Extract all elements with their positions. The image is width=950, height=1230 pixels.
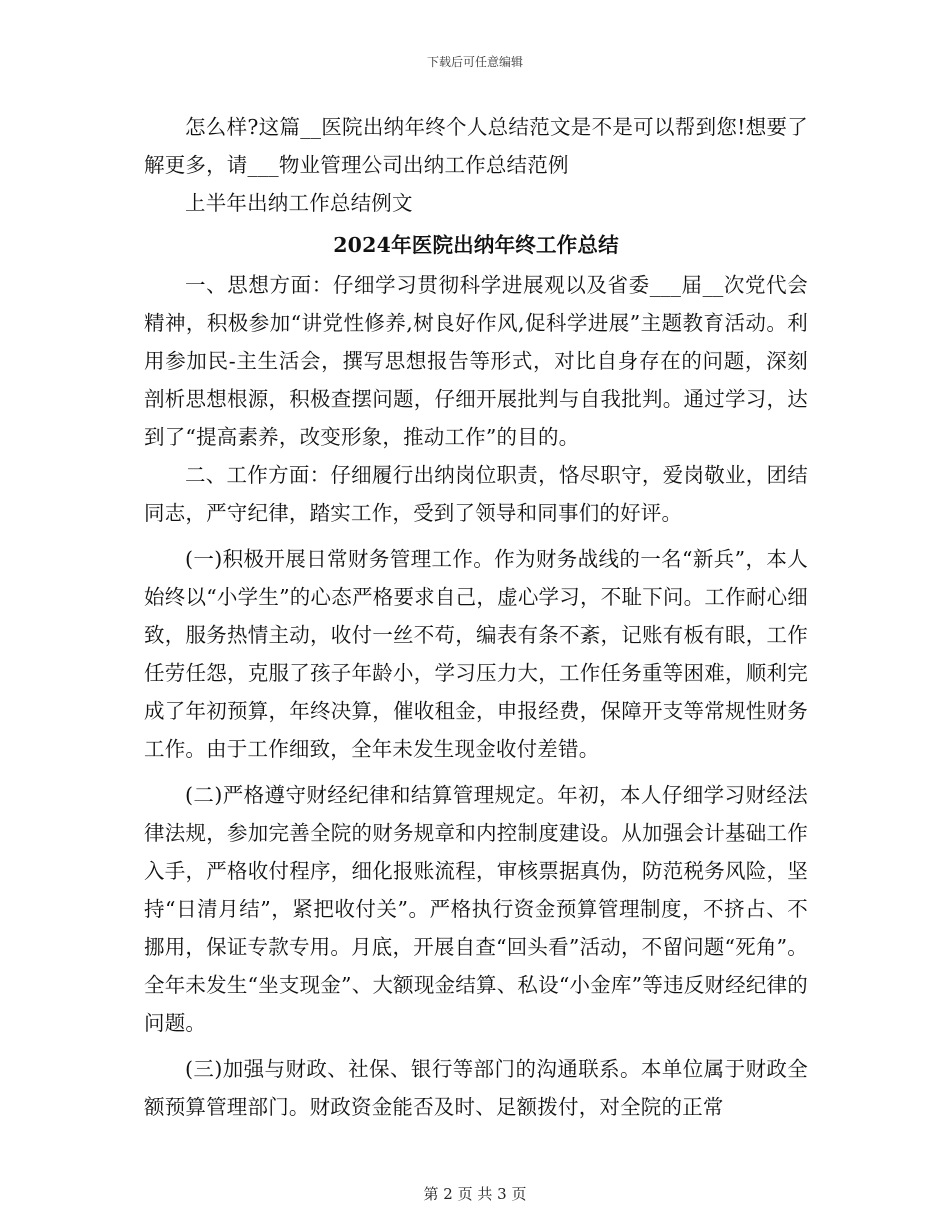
page-header: 下载后可任意编辑 — [426, 55, 523, 69]
document-title: 2024年医院出纳年终工作总结 — [333, 233, 619, 257]
paragraph-work: 二、工作方面：仔细履行出纳岗位职责，恪尽职守，爱岗敬业，团结同志，严守纪律，踏实工作，受到了领导和同事们的好评。 — [144, 463, 808, 525]
paragraph-thought: 一、思想方面：仔细学习贯彻科学进展观以及省委___届__次党代会精神，积极参加“讲党性修养,树良好作风,促科学进展”主题教育活动。利用参加民-主生活会，撰写思想报告等形式，对比自身存在的问题，深刻剖析思想根源，积极查摆问题，仔细开展批判与自我批判。通过学习，达到了“提高素养，改变形象，推动工作”的目的。 — [144, 273, 808, 449]
paragraph-daily-finance: (一)积极开展日常财务管理工作。作为财务战线的一名“新兵”，本人始终以“小学生”的心态严格要求自己，虚心学习，不耻下问。工作耐心细致，服务热情主动，收付一丝不苟，编表有条不紊，记账有板有眼，工作任劳任怨，克服了孩子年龄小，学习压力大，工作任务重等困难，顺利完成了年初预算，年终决算，催收租金，申报经费，保障开支等常规性财务工作。由于工作细致，全年未发生现金收付差错。 — [144, 547, 808, 761]
paragraph-communication: (三)加强与财政、社保、银行等部门的沟通联系。本单位属于财政全额预算管理部门。财政资金能否及时、足额拨付，对全院的正常 — [144, 1057, 808, 1119]
page-number: 第 2 页 共 3 页 — [423, 1185, 527, 1203]
intro-link-line: 上半年出纳工作总结例文 — [185, 191, 413, 215]
document-body — [144, 108, 808, 1126]
paragraph-discipline: (二)严格遵守财经纪律和结算管理规定。年初，本人仔细学习财经法律法规，参加完善全院的财务规章和内控制度建设。从加强会计基础工作入手，严格收付程序，细化报账流程，审核票据真伪，防范税务风险，坚持“日清月结”，紧把收付关”。严格执行资金预算管理制度，不挤占、不挪用，保证专款专用。月底，开展自查“回头看”活动，不留问题“死角”。全年未发生“坐支现金”、大额现金结算、私设“小金库”等违反财经纪律的问题。 — [144, 783, 808, 1035]
intro-paragraph: 怎么样?这篇__医院出纳年终个人总结范文是不是可以帮到您!想要了解更多，请___物业管理公司出纳工作总结范例 — [144, 115, 808, 177]
